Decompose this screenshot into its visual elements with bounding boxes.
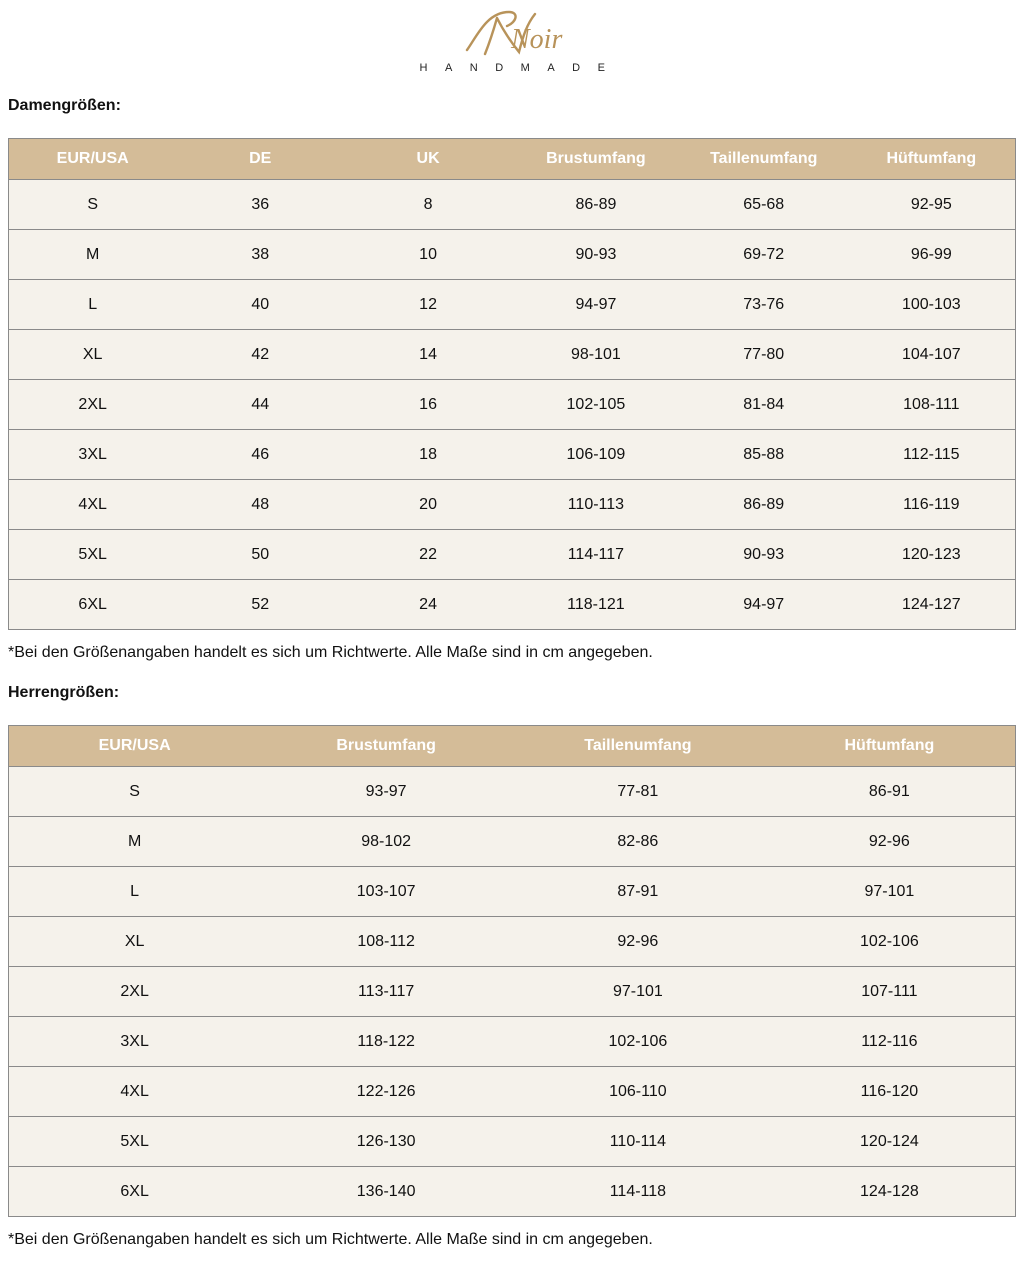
table-cell: 97-101 [512, 967, 764, 1017]
table-cell: 106-109 [512, 430, 680, 480]
table-cell: 102-106 [764, 917, 1016, 967]
table-cell: 96-99 [848, 230, 1016, 280]
women-size-table [8, 138, 1016, 630]
table-cell: 126-130 [260, 1117, 512, 1167]
table-row [9, 767, 1016, 817]
table-cell: 86-89 [512, 180, 680, 230]
table-row [9, 1117, 1016, 1167]
table-cell: 16 [344, 380, 512, 430]
table-cell: 87-91 [512, 867, 764, 917]
table-row [9, 1067, 1016, 1117]
table-row [9, 967, 1016, 1017]
table-cell: 136-140 [260, 1167, 512, 1217]
table-cell: 18 [344, 430, 512, 480]
table-cell: 92-96 [512, 917, 764, 967]
table-cell: XL [9, 330, 177, 380]
table-cell: 124-128 [764, 1167, 1016, 1217]
table-cell: 10 [344, 230, 512, 280]
table-cell: 94-97 [512, 280, 680, 330]
table-cell: 90-93 [512, 230, 680, 280]
table-header-row [9, 726, 1016, 767]
table-cell: 114-118 [512, 1167, 764, 1217]
table-cell: 82-86 [512, 817, 764, 867]
table-cell: 86-89 [680, 480, 848, 530]
table-cell: 102-106 [512, 1017, 764, 1067]
table-cell: 5XL [9, 1117, 261, 1167]
table-cell: 124-127 [848, 580, 1016, 630]
table-cell: 97-101 [764, 867, 1016, 917]
table-cell: 3XL [9, 430, 177, 480]
table-cell: 5XL [9, 530, 177, 580]
table-cell: 52 [176, 580, 344, 630]
table-cell: 92-95 [848, 180, 1016, 230]
table-cell: 122-126 [260, 1067, 512, 1117]
table-cell: 4XL [9, 480, 177, 530]
table-cell: 6XL [9, 1167, 261, 1217]
table-cell: 65-68 [680, 180, 848, 230]
table-cell: 81-84 [680, 380, 848, 430]
table-cell: 85-88 [680, 430, 848, 480]
table-row [9, 867, 1016, 917]
table-row [9, 917, 1016, 967]
column-header-waist: Taillenumfang [512, 726, 764, 767]
men-sizes-note: *Bei den Größenangaben handelt es sich um Richtwerte. Alle Maße sind in cm angegeben. [8, 1231, 653, 1248]
column-header-hip: Hüftumfang [848, 139, 1016, 180]
table-cell: 50 [176, 530, 344, 580]
table-row [9, 480, 1016, 530]
table-cell: 2XL [9, 380, 177, 430]
table-cell: 94-97 [680, 580, 848, 630]
table-cell: 106-110 [512, 1067, 764, 1117]
table-cell: 113-117 [260, 967, 512, 1017]
table-cell: 6XL [9, 580, 177, 630]
table-cell: 4XL [9, 1067, 261, 1117]
table-cell: 69-72 [680, 230, 848, 280]
table-cell: 22 [344, 530, 512, 580]
table-cell: 44 [176, 380, 344, 430]
table-row [9, 330, 1016, 380]
logo-subtitle: HANDMADE [419, 62, 623, 74]
table-cell: 100-103 [848, 280, 1016, 330]
women-sizes-note: *Bei den Größenangaben handelt es sich um Richtwerte. Alle Maße sind in cm angegeben. [8, 644, 653, 661]
table-row [9, 580, 1016, 630]
table-cell: 2XL [9, 967, 261, 1017]
table-cell: 8 [344, 180, 512, 230]
table-row [9, 1167, 1016, 1217]
table-cell: 108-111 [848, 380, 1016, 430]
table-row [9, 280, 1016, 330]
table-cell: 77-80 [680, 330, 848, 380]
table-cell: L [9, 280, 177, 330]
table-cell: 73-76 [680, 280, 848, 330]
table-cell: 108-112 [260, 917, 512, 967]
table-cell: 86-91 [764, 767, 1016, 817]
table-row [9, 180, 1016, 230]
table-cell: M [9, 817, 261, 867]
column-header-hip: Hüftumfang [764, 726, 1016, 767]
table-cell: 38 [176, 230, 344, 280]
table-cell: 24 [344, 580, 512, 630]
table-cell: 14 [344, 330, 512, 380]
table-cell: 40 [176, 280, 344, 330]
table-row [9, 380, 1016, 430]
table-cell: 107-111 [764, 967, 1016, 1017]
table-cell: 110-113 [512, 480, 680, 530]
table-row [9, 530, 1016, 580]
table-cell: L [9, 867, 261, 917]
table-row [9, 1017, 1016, 1067]
table-cell: 103-107 [260, 867, 512, 917]
table-cell: 102-105 [512, 380, 680, 430]
table-cell: 98-102 [260, 817, 512, 867]
table-cell: 20 [344, 480, 512, 530]
table-cell: 112-116 [764, 1017, 1016, 1067]
table-cell: 98-101 [512, 330, 680, 380]
table-row [9, 430, 1016, 480]
table-cell: 120-124 [764, 1117, 1016, 1167]
table-cell: 118-122 [260, 1017, 512, 1067]
column-header-bust: Brustumfang [260, 726, 512, 767]
brand-logo [0, 6, 1024, 82]
table-row [9, 230, 1016, 280]
table-cell: XL [9, 917, 261, 967]
table-cell: 42 [176, 330, 344, 380]
table-cell: 93-97 [260, 767, 512, 817]
column-header-uk: UK [344, 139, 512, 180]
table-cell: 118-121 [512, 580, 680, 630]
table-cell: 112-115 [848, 430, 1016, 480]
table-cell: 116-119 [848, 480, 1016, 530]
column-header-bust: Brustumfang [512, 139, 680, 180]
table-cell: 92-96 [764, 817, 1016, 867]
table-cell: 77-81 [512, 767, 764, 817]
table-cell: 110-114 [512, 1117, 764, 1167]
noir-script-logo [457, 6, 567, 60]
table-cell: 90-93 [680, 530, 848, 580]
column-header-waist: Taillenumfang [680, 139, 848, 180]
table-cell: 116-120 [764, 1067, 1016, 1117]
table-cell: 46 [176, 430, 344, 480]
table-cell: 36 [176, 180, 344, 230]
table-cell: M [9, 230, 177, 280]
table-cell: 3XL [9, 1017, 261, 1067]
women-sizes-heading: Damengrößen: [8, 97, 121, 114]
column-header-eur-usa: EUR/USA [9, 726, 261, 767]
men-sizes-heading: Herrengrößen: [8, 684, 120, 701]
table-row [9, 817, 1016, 867]
logo-script-text: Noir [511, 24, 563, 55]
table-header-row [9, 139, 1016, 180]
table-cell: 120-123 [848, 530, 1016, 580]
table-cell: S [9, 767, 261, 817]
column-header-eur-usa: EUR/USA [9, 139, 177, 180]
table-cell: 114-117 [512, 530, 680, 580]
men-size-table [8, 725, 1016, 1217]
column-header-de: DE [176, 139, 344, 180]
table-cell: 48 [176, 480, 344, 530]
table-cell: 12 [344, 280, 512, 330]
table-cell: S [9, 180, 177, 230]
table-cell: 104-107 [848, 330, 1016, 380]
